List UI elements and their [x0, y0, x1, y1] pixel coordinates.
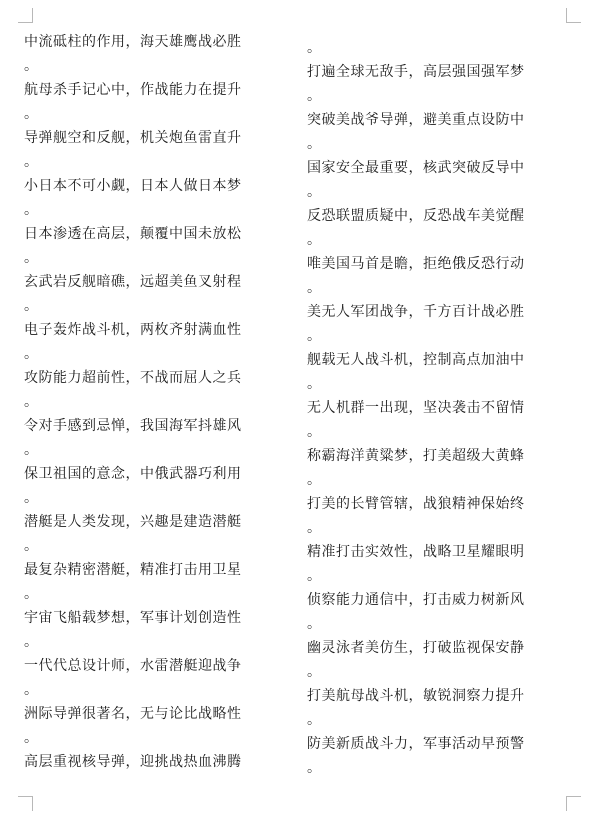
text-line: 突破美战爷导弹，避美重点设防中: [307, 112, 525, 128]
text-line: 洲际导弹很著名，无与论比战略性: [24, 706, 242, 722]
text-line: 玄武岩反舰暗礁，远超美鱼叉射程: [24, 274, 242, 290]
text-line: 。: [24, 250, 39, 266]
text-line: 幽灵泳者美仿生，打破监视保安静: [307, 640, 525, 656]
text-line: 。: [24, 58, 39, 74]
text-line: 。: [307, 424, 322, 440]
crop-mark-bottom-left: [18, 796, 33, 811]
text-line: 航母杀手记心中，作战能力在提升: [24, 82, 242, 98]
text-line: 。: [24, 106, 39, 122]
crop-mark-top-left: [18, 8, 33, 23]
crop-mark-top-right: [566, 8, 581, 23]
text-line: 宇宙飞船载梦想，军事计划创造性: [24, 610, 242, 626]
text-line: 。: [24, 202, 39, 218]
text-line: 唯美国马首是瞻，拒绝俄反恐行动: [307, 256, 525, 272]
text-line: 。: [307, 328, 322, 344]
text-line: 防美新质战斗力，军事活动早预警: [307, 736, 525, 752]
text-line: 最复杂精密潜艇，精准打击用卫星: [24, 562, 242, 578]
text-line: 攻防能力超前性，不战而屈人之兵: [24, 370, 242, 386]
text-line: 称霸海洋黄粱梦，打美超级大黄蜂: [307, 448, 525, 464]
text-line: 。: [307, 616, 322, 632]
left-text-column: [24, 30, 309, 774]
text-line: 一代代总设计师，水雷潜艇迎战争: [24, 658, 242, 674]
text-line: 中流砥柱的作用，海天雄鹰战必胜: [24, 34, 242, 50]
text-line: 。: [24, 442, 39, 458]
text-line: 保卫祖国的意念，中俄武器巧利用: [24, 466, 242, 482]
text-line: 令对手感到忌惮，我国海军抖雄风: [24, 418, 242, 434]
text-line: 打遍全球无敌手，高层强国强军梦: [307, 64, 525, 80]
text-line: 。: [24, 154, 39, 170]
text-line: 。: [24, 730, 39, 746]
text-line: 。: [307, 664, 322, 680]
text-line: 。: [24, 538, 39, 554]
text-line: 。: [307, 376, 322, 392]
text-line: 小日本不可小觑，日本人做日本梦: [24, 178, 242, 194]
text-line: 。: [307, 472, 322, 488]
text-line: 。: [24, 682, 39, 698]
text-line: 高层重视核导弹，迎挑战热血沸腾: [24, 754, 242, 770]
text-line: 。: [307, 760, 322, 776]
text-line: 。: [307, 520, 322, 536]
text-line: 潜艇是人类发现，兴趣是建造潜艇: [24, 514, 242, 530]
text-line: 国家安全最重要，核武突破反导中: [307, 160, 525, 176]
text-line: 导弹舰空和反舰，机关炮鱼雷直升: [24, 130, 242, 146]
text-line: 。: [24, 490, 39, 506]
text-line: 。: [307, 232, 322, 248]
text-line: 。: [24, 634, 39, 650]
text-line: 。: [307, 40, 322, 56]
text-line: 。: [24, 298, 39, 314]
text-line: 。: [307, 88, 322, 104]
text-line: 反恐联盟质疑中，反恐战车美觉醒: [307, 208, 525, 224]
text-line: 。: [307, 712, 322, 728]
text-line: 。: [307, 568, 322, 584]
text-line: 精准打击实效性，战略卫星耀眼明: [307, 544, 525, 560]
text-line: 舰载无人战斗机，控制高点加油中: [307, 352, 525, 368]
text-line: 打美航母战斗机，敏锐洞察力提升: [307, 688, 525, 704]
text-line: 。: [307, 280, 322, 296]
text-line: 。: [307, 184, 322, 200]
text-line: 。: [24, 346, 39, 362]
crop-mark-bottom-right: [566, 796, 581, 811]
text-line: 。: [24, 586, 39, 602]
text-line: 无人机群一出现，坚决袭击不留情: [307, 400, 525, 416]
text-line: 电子轰炸战斗机，两枚齐射满血性: [24, 322, 242, 338]
text-line: 。: [24, 394, 39, 410]
text-line: 日本渗透在高层，颠覆中国未放松: [24, 226, 242, 242]
right-text-column: [307, 30, 592, 780]
text-line: 打美的长臂管辖，战狼精神保始终: [307, 496, 525, 512]
text-line: 侦察能力通信中，打击威力树新风: [307, 592, 525, 608]
text-line: 美无人军团战争，千方百计战必胜: [307, 304, 525, 320]
text-line: 。: [307, 136, 322, 152]
